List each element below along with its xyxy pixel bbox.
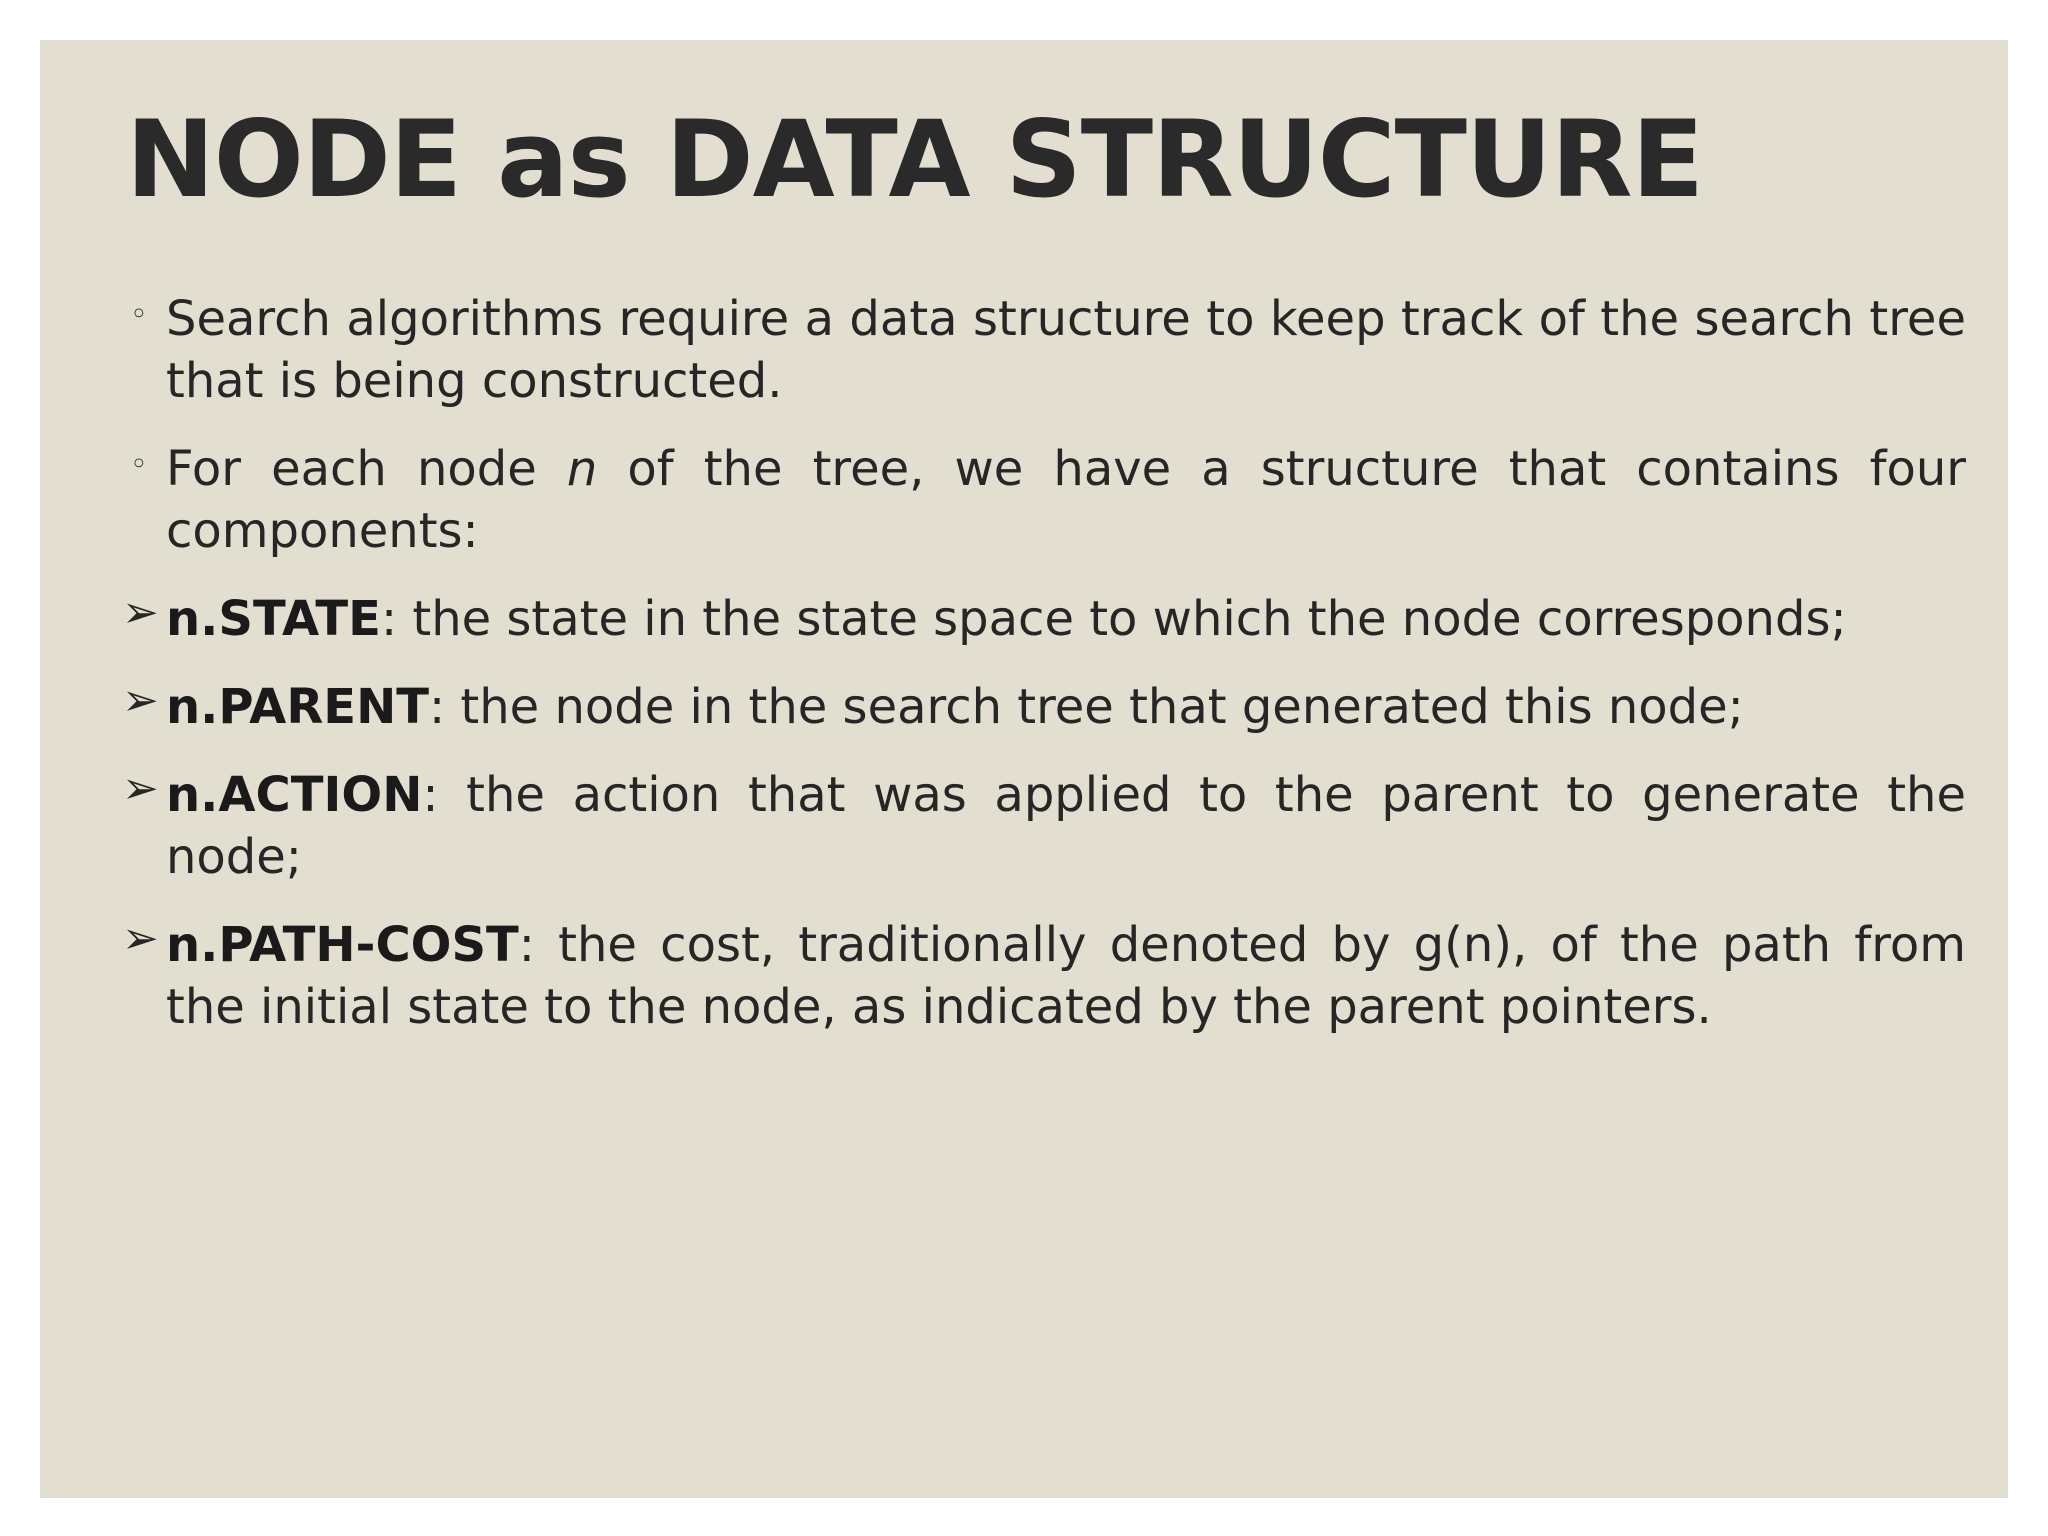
slide-title: NODE as DATA STRUCTURE [126,98,1704,221]
circle-bullet-icon: ◦ [130,447,148,482]
component-term: n.PATH-COST [166,917,519,973]
component-term: n.STATE [166,591,381,647]
component-term: n.PARENT [166,679,429,735]
circle-bullet-icon: ◦ [130,297,148,332]
component-item [122,587,1966,650]
arrow-bullet-icon: ➢ [122,763,159,814]
arrow-bullet-icon: ➢ [122,675,159,726]
bullet-text: Search algorithms require a data structure to keep track of the search tree that is being constructed. [166,291,1966,409]
bullet-text-before: For each node [166,441,567,497]
bullet-italic-var: n [566,441,598,497]
bullet-item [126,288,1966,412]
bullet-text-after: of the tree, we have a structure that contains four components: [166,441,1966,559]
arrow-bullet-icon: ➢ [122,913,159,964]
bullet-item [126,438,1966,562]
component-item [122,675,1966,738]
component-description: : the node in the search tree that generated this node; [429,679,1744,735]
component-term: n.ACTION [166,767,423,823]
component-description: : the cost, traditionally denoted by g(n), of the path from the initial state to the node, as indicated by the parent pointers. [166,917,1966,1035]
component-description: : the action that was applied to the parent to generate the node; [166,767,1966,885]
component-description: : the state in the state space to which the node corresponds; [380,591,1847,647]
component-item [122,763,1966,888]
slide-content [122,288,1966,1064]
component-item [122,913,1966,1038]
slide [40,40,2008,1498]
arrow-bullet-icon: ➢ [122,587,159,638]
